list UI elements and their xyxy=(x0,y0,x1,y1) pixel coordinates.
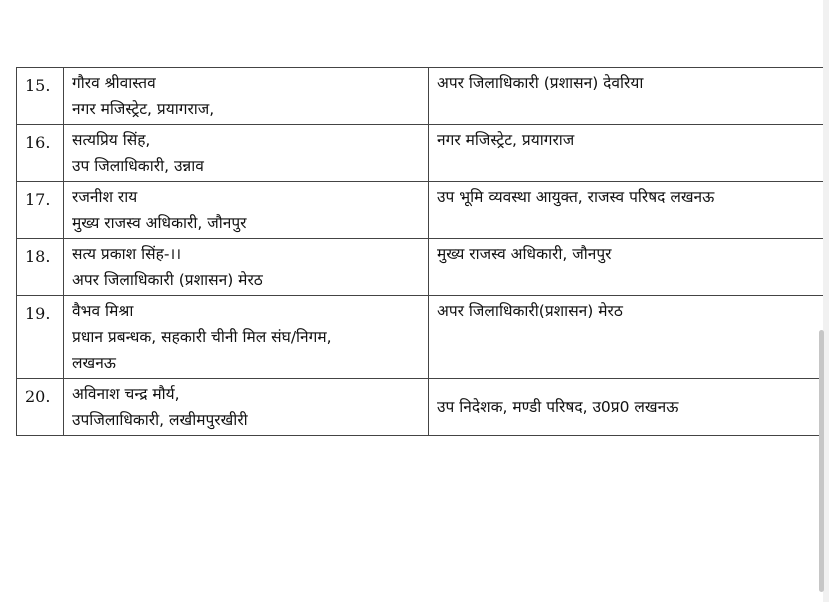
new-post xyxy=(429,182,824,239)
new-post-text: उप निदेशक, मण्डी परिषद, उ0प्र0 लखनऊ xyxy=(437,398,679,416)
new-post-text: अपर जिलाधिकारी (प्रशासन) देवरिया xyxy=(437,74,644,92)
current-post: उप जिलाधिकारी, उन्नाव xyxy=(72,157,204,175)
scrollbar-thumb[interactable] xyxy=(819,330,824,592)
new-post xyxy=(429,239,824,296)
officer-current-post xyxy=(64,68,429,125)
current-post: मुख्य राजस्व अधिकारी, जौनपुर xyxy=(72,214,247,232)
new-post-text: उप भूमि व्यवस्था आयुक्त, राजस्व परिषद लखनऊ xyxy=(437,188,715,206)
serial-number: 15. xyxy=(17,68,64,125)
officer-current-post xyxy=(64,125,429,182)
table-row xyxy=(17,125,824,182)
officer-current-post xyxy=(64,296,429,379)
table-row xyxy=(17,182,824,239)
new-post xyxy=(429,379,824,436)
serial-number: 17. xyxy=(17,182,64,239)
officer-name: सत्यप्रिय सिंह, xyxy=(72,131,151,149)
current-post: नगर मजिस्ट्रेट, प्रयागराज, xyxy=(72,100,215,118)
officer-name: सत्य प्रकाश सिंह-।। xyxy=(72,245,182,263)
current-post: प्रधान प्रबन्धक, सहकारी चीनी मिल संघ/निगम, xyxy=(72,328,332,346)
new-post xyxy=(429,125,824,182)
current-post: अपर जिलाधिकारी (प्रशासन) मेरठ xyxy=(72,271,263,289)
officer-name: गौरव श्रीवास्तव xyxy=(72,74,156,92)
current-post-continued: लखनऊ xyxy=(72,354,116,372)
table-row xyxy=(17,379,824,436)
current-post: उपजिलाधिकारी, लखीमपुरखीरी xyxy=(72,411,248,429)
new-post xyxy=(429,296,824,379)
officer-name: रजनीश राय xyxy=(72,188,138,206)
table-row xyxy=(17,296,824,379)
officer-name: वैभव मिश्रा xyxy=(72,302,134,320)
officer-current-post xyxy=(64,239,429,296)
new-post-text: अपर जिलाधिकारी(प्रशासन) मेरठ xyxy=(437,302,623,320)
table-row xyxy=(17,239,824,296)
table-row xyxy=(17,68,824,125)
officer-current-post xyxy=(64,182,429,239)
serial-number: 18. xyxy=(17,239,64,296)
officer-name: अविनाश चन्द्र मौर्य, xyxy=(72,385,180,403)
transfer-table xyxy=(16,67,824,436)
serial-number: 16. xyxy=(17,125,64,182)
new-post xyxy=(429,68,824,125)
new-post-text: मुख्य राजस्व अधिकारी, जौनपुर xyxy=(437,245,612,263)
serial-number: 19. xyxy=(17,296,64,379)
new-post-text: नगर मजिस्ट्रेट, प्रयागराज xyxy=(437,131,575,149)
serial-number: 20. xyxy=(17,379,64,436)
officer-current-post xyxy=(64,379,429,436)
